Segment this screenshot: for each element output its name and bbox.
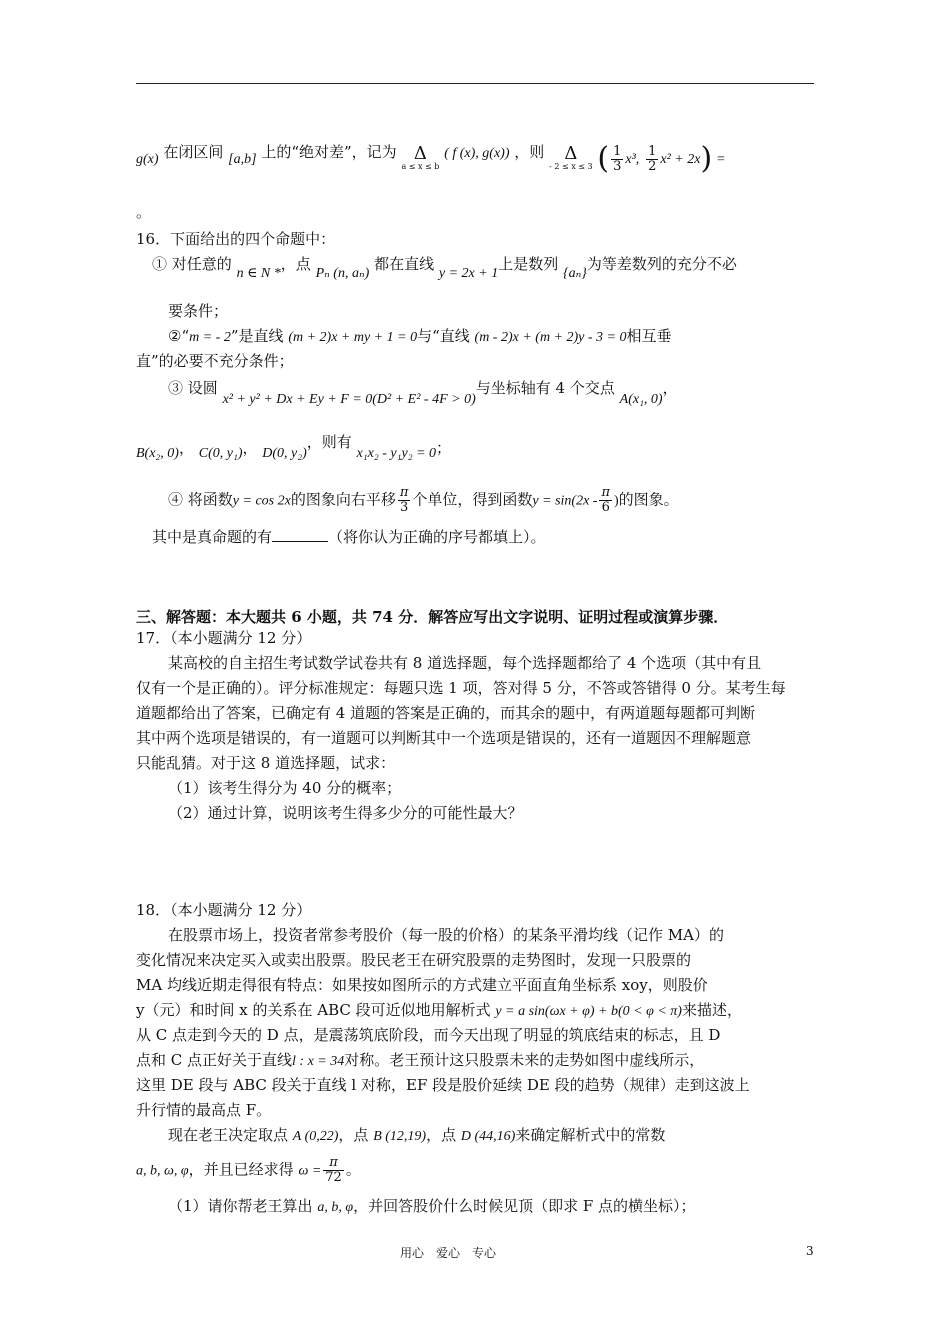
q16-p1-seq: {aₙ}: [563, 266, 587, 281]
q16-p3-semicolon: ；: [436, 439, 452, 457]
q16-p3-comma: ，: [662, 379, 678, 397]
q16-p3-text-b: 与坐标轴有 4 个交点: [475, 379, 615, 397]
q18-line-8: 升行情的最高点 F。: [136, 1101, 272, 1119]
q16-p3-relation: x₁x₂ - y₁y₂ = 0: [356, 446, 437, 461]
q16-p4-func: y = cos 2x: [232, 493, 291, 509]
q16-p1-n: n ∈ N *: [236, 266, 281, 281]
q17-heading: 17．（本小题满分 12 分）: [136, 629, 312, 647]
q17-line-3: 道题都给出了答案，已确定有 4 道题的答案是正确的，而其余的题中，有两道题每题都可判断: [136, 704, 756, 722]
q18-sub-1-vars: a, b, φ: [317, 1200, 354, 1215]
footer-motto: 用心 爱心 专心: [400, 1246, 497, 1260]
q18-line-7: 这里 DE 段与 ABC 段关于直线 l 对称，EF 段是股价延续 DE 段的趋势（规律）走到这波上: [136, 1076, 750, 1094]
q18-line-9: [168, 1125, 665, 1147]
q16-p3-point-c: C(0, y₁): [198, 446, 243, 461]
q18-line-2: 变化情况来决定买入或卖出股票。股民老王在研究股票的走势图时，发现一只股票的: [136, 951, 692, 969]
q16-p4-close-paren: ): [614, 493, 619, 509]
q15-equals: =: [716, 152, 725, 167]
q16-ask-text-a: 其中是真命题的有: [152, 528, 273, 546]
q15-text-1: 在闭区间: [163, 143, 224, 161]
q18-line-9-text-d: 来确定解析式中的常数: [515, 1126, 666, 1144]
q16-p1-line: y = 2x + 1: [438, 266, 499, 281]
q16-p2-text-c: 与“直线: [417, 327, 470, 345]
q16-p4-text-a: ④ 将函数: [168, 490, 233, 509]
q18-sub-1-text-b: ，并回答股价什么时候见顶（即求 F 点的横坐标）；: [353, 1197, 696, 1215]
q16-prop-2-cont: 直”的必要不充分条件；: [136, 352, 294, 370]
q16-p3-point-d: D(0, y₂): [262, 446, 307, 461]
q16-prop-1: [152, 254, 737, 284]
q18-line-6: [136, 1050, 704, 1072]
q18-line-4-text-b: 来描述，: [681, 1001, 742, 1019]
q16-p3-point-b: B(x₂, 0): [136, 446, 179, 461]
q16-p2-line-1: (m + 2)x + my + 1 = 0: [288, 330, 418, 345]
q18-line-4-text-a: y（元）和时间 x 的关系在 ABC 段可近似地用解析式: [136, 1001, 491, 1019]
q16-p3-text-a: ③ 设圆: [168, 379, 218, 397]
q18-line-9-text-b: ，点: [338, 1126, 369, 1144]
q16-prop-1-cont: 要条件；: [168, 302, 229, 320]
q16-p2-m: m = - 2: [189, 330, 231, 345]
q16-p1-point: Pₙ (n, aₙ): [315, 266, 370, 281]
q16-prop-3-cont: B(x₂, 0)， C(0, y₁)， D(0, y₂)，则有 x₁x₂ - y₁y₂ = 0；: [136, 433, 452, 461]
q15-gx: g(x): [136, 152, 159, 167]
q16-p1-text-d: 上是数列: [498, 255, 559, 273]
q16-p2-text-a: ②“: [168, 327, 190, 345]
q16-prop-4: [168, 486, 679, 515]
q15-text-2: 上的“绝对差”，记为: [261, 143, 397, 161]
q18-line-5: 从 C 点走到今天的 D 点，是震荡筑底阶段，而今天出现了明显的筑底结束的标志，且 D: [136, 1026, 721, 1044]
q18-line-4: [136, 1000, 742, 1022]
q18-line-1: 在股票市场上，投资者常参考股价（每一股的价格）的某条平滑均线（记作 MA）的: [168, 926, 724, 944]
q17-sub-1: （1）该考生得分为 40 分的概率；: [168, 779, 402, 797]
q18-line-10-text-a: ，并且已经求得: [188, 1160, 294, 1179]
q17-line-2: 仅有一个是正确的）。评分标准规定：每题只选 1 项，答对得 5 分，不答或答错得 0 分。某考生每: [136, 679, 786, 697]
q15-paren-open: (: [597, 141, 610, 176]
q15-frac-third: $\frac{1}{3}$: [613, 143, 622, 174]
q15-interval: [a,b]: [228, 152, 257, 167]
section-3-heading: 三、解答题：本大题共 6 小题，共 74 分．解答应写出文字说明、证明过程或演算步骤．: [136, 608, 729, 626]
q16-p3-circle-eq: x² + y² + Dx + Ey + F = 0(D² + E² - 4F > 0): [222, 392, 476, 407]
q16-p3-point-a: A(x₁, 0): [619, 392, 663, 407]
q16-ask-text-b: （将你认为正确的序号都填上）。: [328, 528, 546, 546]
q16-title: 16．下面给出的四个命题中：: [136, 230, 336, 248]
q15-arg-a: x³,: [625, 152, 640, 167]
q15-delta-1: Δ a ≤ x ≤ b: [401, 143, 440, 171]
q16-p4-frac-pi6: $\frac{\pi}{6}$: [601, 485, 610, 515]
q18-omega-frac: $\frac{\pi}{72}$: [325, 1155, 342, 1185]
q16-p4-text-b: 的图象向右平移: [290, 490, 396, 509]
q16-p4-text-c: 个单位，得到函数: [412, 490, 533, 509]
q16-p2-text-b: ”是直线: [230, 327, 284, 345]
q15-text-3: ，则: [514, 143, 545, 161]
q18-line-l: l : x = 34: [292, 1054, 345, 1069]
q17-sub-2: （2）通过计算，说明该考生得多少分的可能性最大？: [168, 804, 523, 822]
q16-p2-line-2: (m - 2)x + (m + 2)y - 3 = 0: [474, 330, 627, 345]
q15-end: 。: [136, 203, 152, 221]
header-rule: [136, 83, 814, 84]
q17-line-4: 其中两个选项是错误的，有一道题可以判断其中一个选项是错误的，还有一道题因不理解题意: [136, 729, 752, 747]
q16-p1-text-b: ，点: [280, 255, 311, 273]
q16-p1-text-c: 都在直线: [374, 255, 435, 273]
q18-line-6-text-a: 点和 C 点正好关于直线: [136, 1051, 293, 1069]
q16-p1-text-e: 为等差数列的充分不必: [586, 255, 737, 273]
q18-point-d: D (44,16): [460, 1129, 516, 1144]
q15-line: [136, 142, 725, 174]
q18-constants: a, b, ω, φ: [136, 1163, 189, 1179]
q18-sub-1-text-a: （1）请你帮老王算出: [168, 1197, 313, 1215]
q18-point-a: A (0,22): [292, 1129, 339, 1144]
q18-sub-1: [168, 1196, 696, 1218]
q16-p3-text-c: ，则有: [306, 433, 352, 451]
q18-line-6-text-b: 对称。老王预计这只股票未来的走势如图中虚线所示，: [344, 1051, 705, 1069]
q18-line-10-text-b: 。: [345, 1160, 361, 1179]
q18-formula: y = a sin(ωx + φ) + b(0 < φ < π): [495, 1004, 682, 1019]
q18-point-b: B (12,19): [373, 1129, 427, 1144]
q15-delta-1-args: ( f (x), g(x)): [444, 146, 510, 161]
page-number: 3: [806, 1244, 814, 1258]
q16-prop-3: [168, 378, 678, 410]
q16-p4-target-func: y = sin(2x -: [532, 493, 598, 509]
q15-delta-2: Δ - 2 ≤ x ≤ 3: [549, 143, 593, 171]
q15-frac-half: $\frac{1}{2}$: [648, 143, 657, 174]
q16-p2-text-d: 相互垂: [626, 327, 672, 345]
q15-arg-b: x² + 2x: [660, 152, 701, 167]
q18-omega: ω =: [298, 1163, 322, 1179]
q16-p4-frac-pi3: $\frac{\pi}{3}$: [399, 485, 409, 515]
q16-p1-text-a: ① 对任意的: [152, 255, 232, 273]
q16-ask: [152, 527, 546, 547]
q18-line-3: MA 均线近期走得很有特点：如果按如图所示的方式建立平面直角坐标系 xoy，则股价: [136, 976, 708, 994]
q15-paren-close: ): [700, 141, 713, 176]
q16-p4-text-d: 的图象。: [618, 490, 679, 509]
q17-line-5: 只能乱猜。对于这 8 道选择题，试求：: [136, 754, 396, 772]
q16-prop-2: [168, 326, 672, 348]
q16-answer-blank: [272, 527, 328, 542]
q18-line-10: [136, 1156, 361, 1185]
q18-line-9-text-a: 现在老王决定取点: [168, 1126, 289, 1144]
q18-line-9-text-c: ，点: [426, 1126, 457, 1144]
q18-heading: 18．（本小题满分 12 分）: [136, 901, 312, 919]
q17-line-1: 某高校的自主招生考试数学试卷共有 8 道选择题，每个选择题都给了 4 个选项（其中有且: [168, 654, 762, 672]
